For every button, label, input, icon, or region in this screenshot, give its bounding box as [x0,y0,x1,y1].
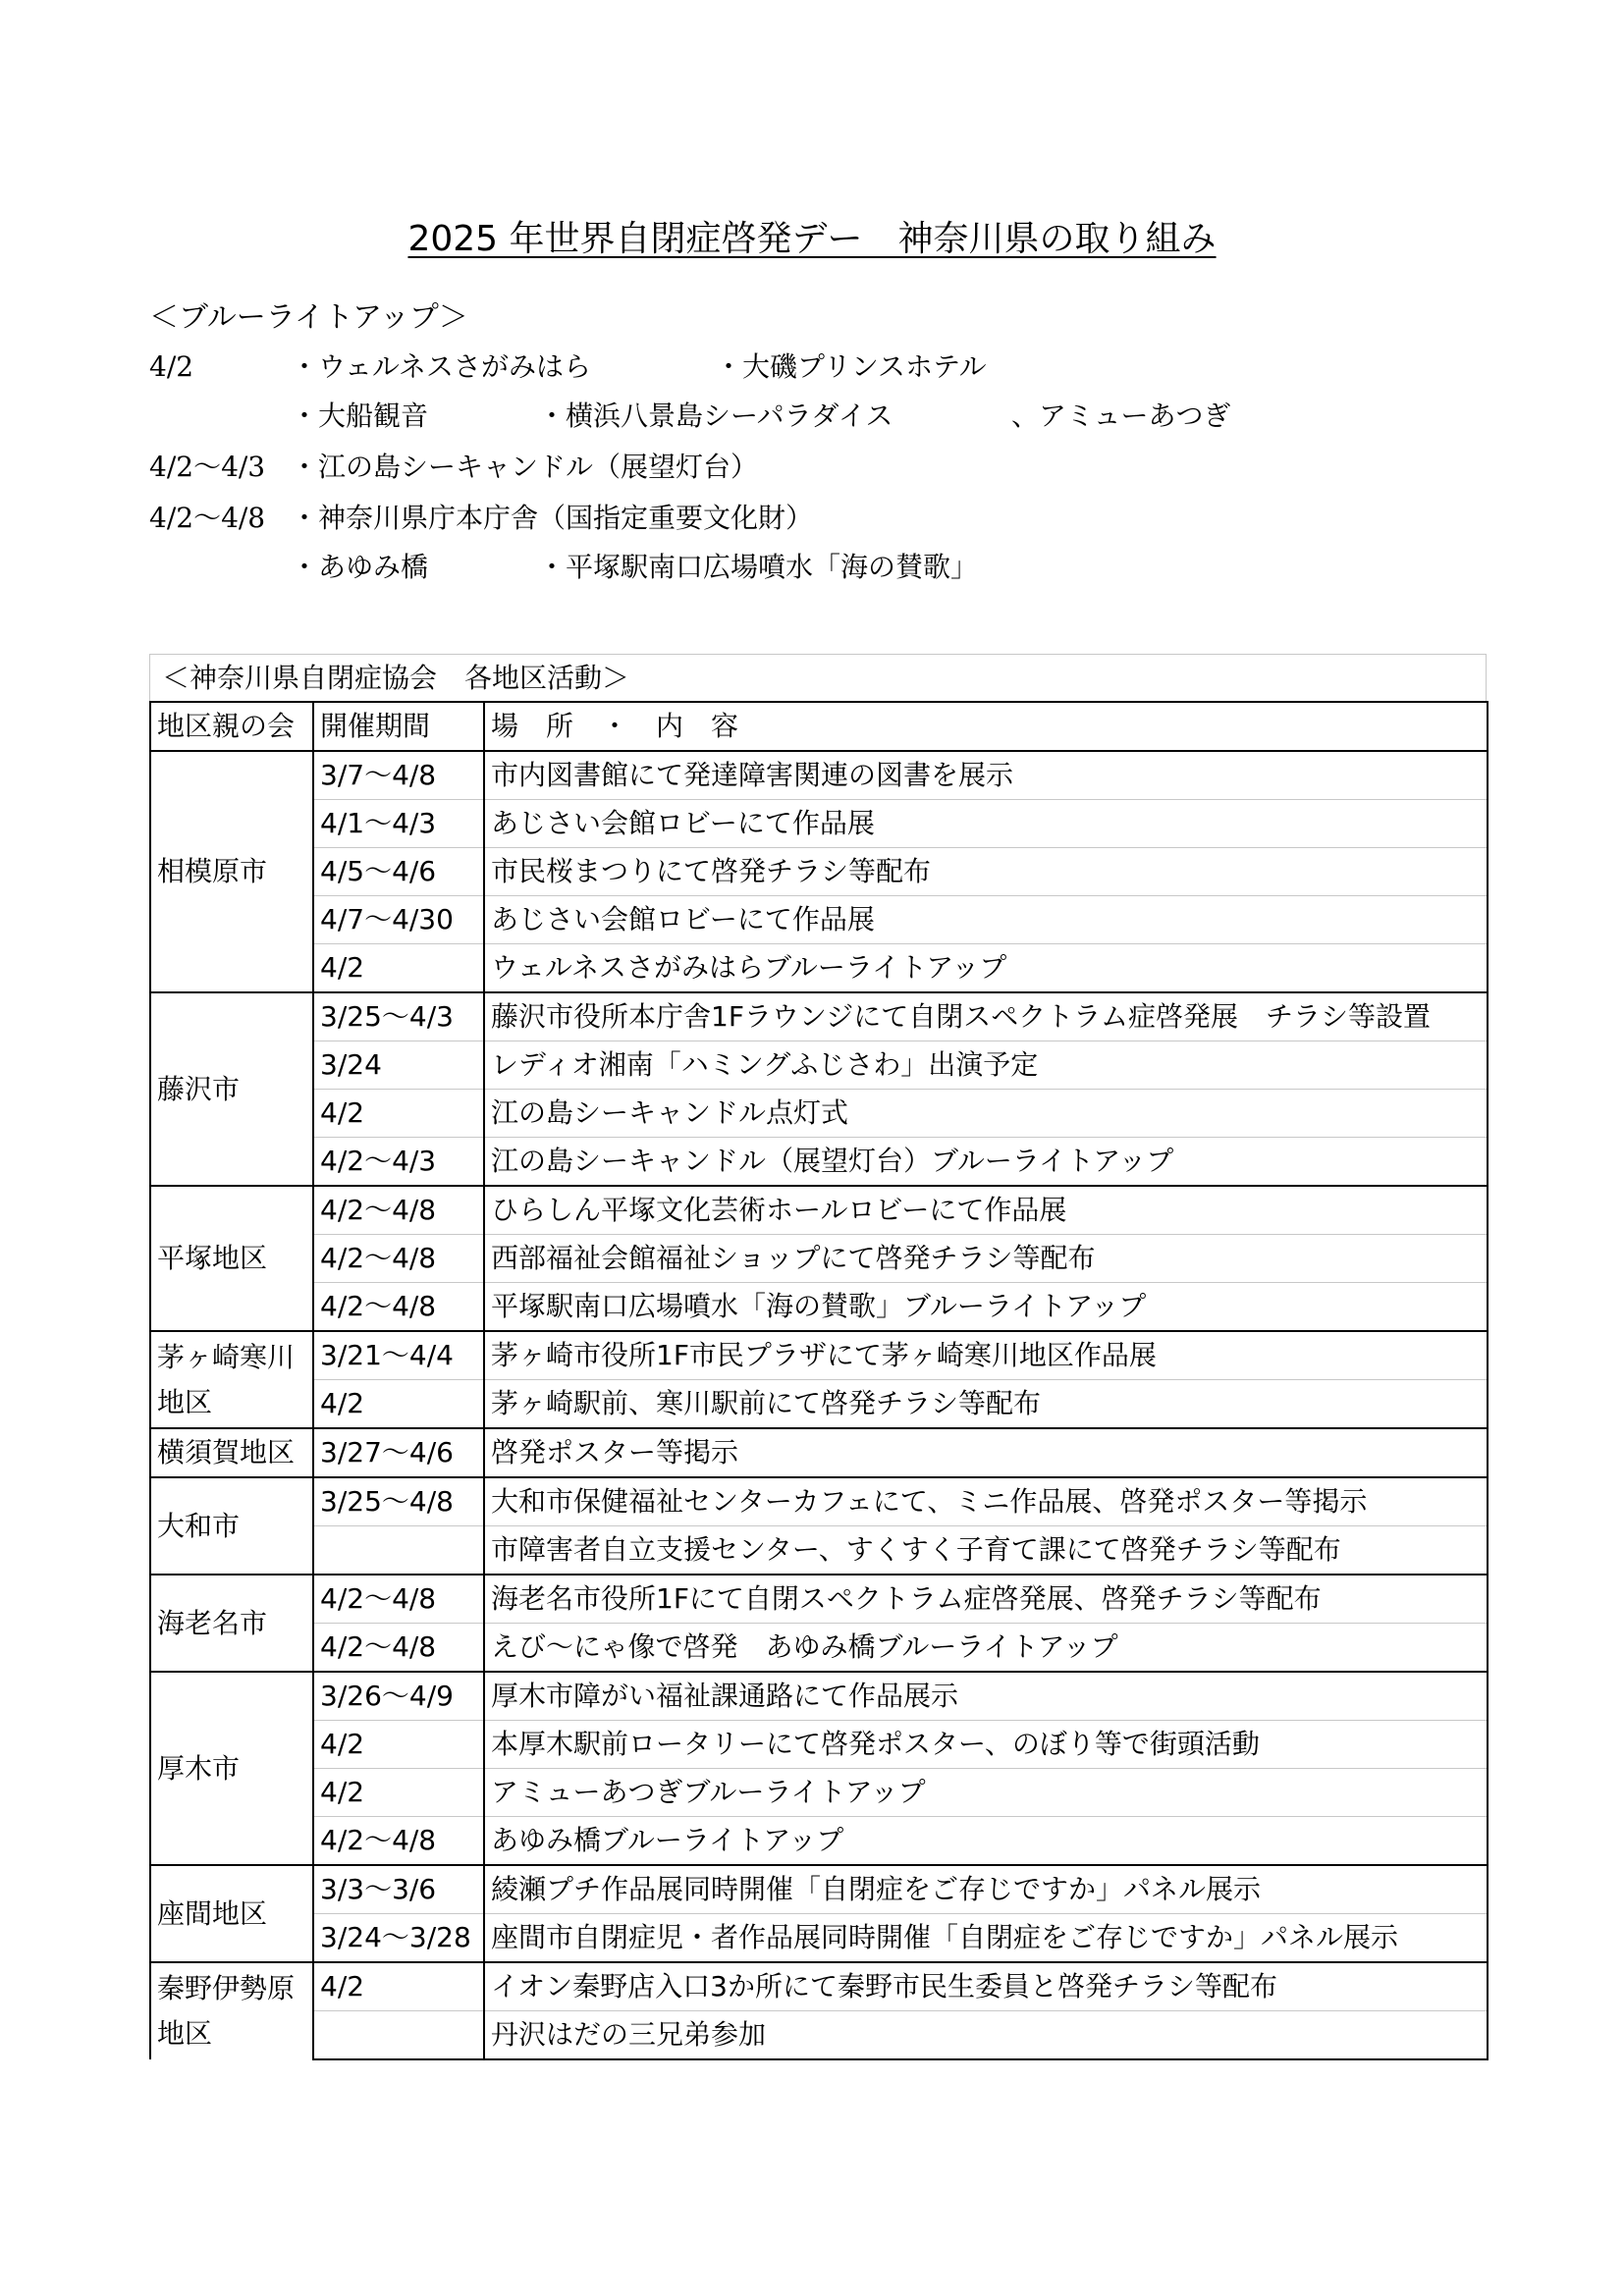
table-row [150,1235,1488,1283]
content-cell: 市障害者自立支援センター、すくすく子育て課にて啓発チラシ等配布 [484,1526,1488,1575]
content-cell: 座間市自閉症児・者作品展同時開催「自閉症をご存じですか」パネル展示 [484,1914,1488,1963]
period-cell: 4/2 [313,1380,484,1429]
table-row [150,1721,1488,1769]
period-cell: 4/2 [313,944,484,993]
activities-table [149,701,1489,2060]
section-title-blue-light: ＜ブルーライトアップ＞ [149,300,468,335]
period-cell: 4/2 [313,1769,484,1817]
region-cell: 大和市 [150,1477,313,1575]
content-cell: イオン秦野店入口3か所にて秦野市民生委員と啓発チラシ等配布 [484,1962,1488,2011]
blue-light-venue: ・横浜八景島シーパラダイス [538,400,893,432]
content-cell: 江の島シーキャンドル点灯式 [484,1090,1488,1138]
content-cell: 市民桜まつりにて啓発チラシ等配布 [484,848,1488,896]
period-cell: 4/2～4/8 [313,1186,484,1235]
region-cell: 横須賀地区 [150,1428,313,1477]
content-cell: 啓発ポスター等掲示 [484,1428,1488,1477]
content-cell: 江の島シーキャンドル（展望灯台）ブルーライトアップ [484,1138,1488,1187]
content-cell: 綾瀬プチ作品展同時開催「自閉症をご存じですか」パネル展示 [484,1865,1488,1914]
period-cell: 4/2～4/8 [313,1817,484,1866]
period-cell: 4/2～4/8 [313,1283,484,1332]
table-row [150,1624,1488,1673]
table-row [150,1138,1488,1187]
blue-light-venue: ・神奈川県庁本庁舎（国指定重要文化財） [291,502,814,534]
content-cell: レディオ湘南「ハミングふじさわ」出演予定 [484,1041,1488,1090]
table-row [150,896,1488,944]
region-cell: 茅ヶ崎寒川地区 [150,1331,313,1428]
content-cell: あじさい会館ロビーにて作品展 [484,896,1488,944]
region-cell: 海老名市 [150,1575,313,1672]
table-row [150,848,1488,896]
period-cell: 4/2～4/8 [313,1575,484,1624]
content-cell: あじさい会館ロビーにて作品展 [484,800,1488,848]
table-header-row [150,702,1488,751]
period-cell: 3/27～4/6 [313,1428,484,1477]
blue-light-date: 4/2～4/8 [149,502,266,534]
region-cell: 藤沢市 [150,992,313,1186]
region-cell: 秦野伊勢原地区 [150,1962,313,2059]
table-row [150,2011,1488,2060]
region-cell: 相模原市 [150,751,313,992]
content-cell: 西部福祉会館福祉ショップにて啓発チラシ等配布 [484,1235,1488,1283]
table-row [150,1331,1488,1380]
header-period: 開催期間 [313,702,484,751]
table-row [150,944,1488,993]
content-cell: えび～にゃ像で啓発 あゆみ橋ブルーライトアップ [484,1624,1488,1673]
content-cell: アミューあつぎブルーライトアップ [484,1769,1488,1817]
period-cell: 4/2～4/8 [313,1624,484,1673]
region-cell: 厚木市 [150,1672,313,1865]
blue-light-venue: ・ウェルネスさがみはら [291,350,592,383]
blue-light-date: 4/2～4/3 [149,451,266,483]
period-cell: 4/2～4/3 [313,1138,484,1187]
table-row [150,1283,1488,1332]
content-cell: 茅ヶ崎市役所1F市民プラザにて茅ヶ崎寒川地区作品展 [484,1331,1488,1380]
table-caption: ＜神奈川県自閉症協会 各地区活動＞ [149,654,1487,701]
blue-light-date: 4/2 [149,350,194,383]
period-cell [313,2011,484,2060]
content-cell: ウェルネスさがみはらブルーライトアップ [484,944,1488,993]
content-cell: 海老名市役所1Fにて自閉スペクトラム症啓発展、啓発チラシ等配布 [484,1575,1488,1624]
table-row [150,1477,1488,1526]
period-cell: 4/2 [313,1721,484,1769]
content-cell: あゆみ橋ブルーライトアップ [484,1817,1488,1866]
table-row [150,1186,1488,1235]
header-content: 場 所 ・ 内 容 [484,702,1488,751]
page-title: 2025 年世界自閉症啓発デー 神奈川県の取り組み [407,219,1217,259]
table-row [150,1526,1488,1575]
table-row [150,1769,1488,1817]
table-row [150,1041,1488,1090]
content-cell: 藤沢市役所本庁舎1Fラウンジにて自閉スペクトラム症啓発展 チラシ等設置 [484,992,1488,1041]
table-row [150,751,1488,800]
period-cell: 3/24 [313,1041,484,1090]
blue-light-venue: ・あゆみ橋 [291,551,429,583]
region-cell: 座間地区 [150,1865,313,1962]
period-cell: 3/24～3/28 [313,1914,484,1963]
blue-light-venue: ・大船観音 [291,400,429,432]
blue-light-venue: ・大磯プリンスホテル [715,350,987,383]
table-row [150,800,1488,848]
period-cell [313,1526,484,1575]
table-row [150,1817,1488,1866]
table-row [150,1428,1488,1477]
period-cell: 4/7～4/30 [313,896,484,944]
table-row [150,1914,1488,1963]
blue-light-venue: ・平塚駅南口広場噴水「海の賛歌」 [538,551,979,583]
table-row [150,1575,1488,1624]
period-cell: 4/2 [313,1090,484,1138]
table-row [150,1380,1488,1429]
table-row [150,1962,1488,2011]
period-cell: 3/3～3/6 [313,1865,484,1914]
period-cell: 3/25～4/8 [313,1477,484,1526]
period-cell: 4/5～4/6 [313,848,484,896]
period-cell: 4/2～4/8 [313,1235,484,1283]
header-region: 地区親の会 [150,702,313,751]
period-cell: 4/2 [313,1962,484,2011]
content-cell: 平塚駅南口広場噴水「海の賛歌」ブルーライトアップ [484,1283,1488,1332]
table-row [150,1672,1488,1721]
period-cell: 3/7～4/8 [313,751,484,800]
content-cell: ひらしん平塚文化芸術ホールロビーにて作品展 [484,1186,1488,1235]
content-cell: 本厚木駅前ロータリーにて啓発ポスター、のぼり等で街頭活動 [484,1721,1488,1769]
content-cell: 市内図書館にて発達障害関連の図書を展示 [484,751,1488,800]
table-row [150,992,1488,1041]
content-cell: 大和市保健福祉センターカフェにて、ミニ作品展、啓発ポスター等掲示 [484,1477,1488,1526]
table-row [150,1865,1488,1914]
content-cell: 丹沢はだの三兄弟参加 [484,2011,1488,2060]
blue-light-venue: 、アミューあつぎ [1011,400,1231,432]
region-cell: 平塚地区 [150,1186,313,1331]
period-cell: 4/1～4/3 [313,800,484,848]
period-cell: 3/21～4/4 [313,1331,484,1380]
content-cell: 厚木市障がい福祉課通路にて作品展示 [484,1672,1488,1721]
period-cell: 3/26～4/9 [313,1672,484,1721]
blue-light-venue: ・江の島シーキャンドル（展望灯台） [291,451,759,483]
content-cell: 茅ヶ崎駅前、寒川駅前にて啓発チラシ等配布 [484,1380,1488,1429]
table-row [150,1090,1488,1138]
period-cell: 3/25～4/3 [313,992,484,1041]
activities-table-container [149,654,1487,2060]
